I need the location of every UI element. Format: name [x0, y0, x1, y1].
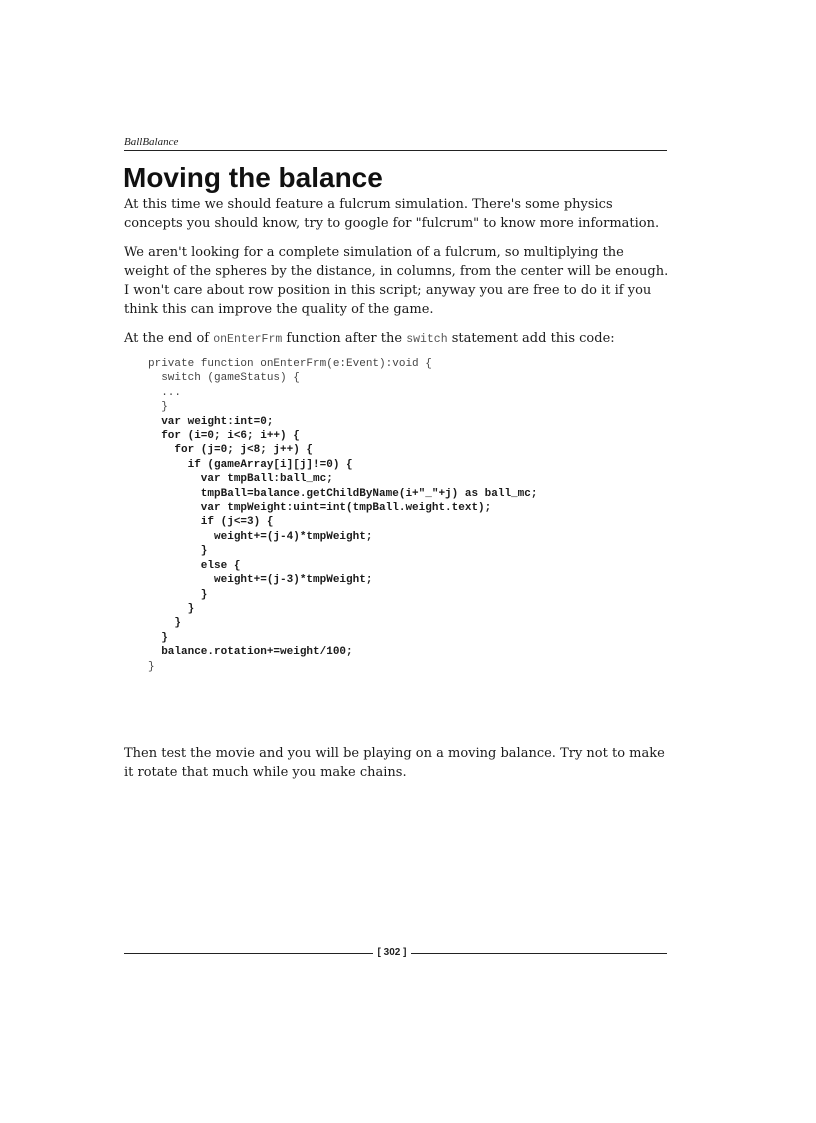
- code-line: weight+=(j-3)*tmpWeight;: [148, 574, 373, 587]
- page-number: [ 302 ]: [377, 947, 407, 958]
- instruction-text-middle: function after the: [282, 331, 407, 346]
- code-line: }: [148, 631, 168, 644]
- code-line: weight+=(j-4)*tmpWeight;: [148, 530, 373, 543]
- code-line: if (j<=3) {: [148, 516, 274, 529]
- running-head: BallBalance: [124, 136, 179, 148]
- header-rule: [124, 150, 667, 151]
- code-line: balance.rotation+=weight/100;: [148, 646, 353, 659]
- code-block: [148, 357, 537, 674]
- code-line: }: [148, 602, 195, 615]
- code-line: ...: [148, 386, 182, 399]
- paragraph-conclusion: Then test the movie and you will be playing on a moving balance. Try not to make it rotate that much while you make chains.: [124, 746, 665, 780]
- code-line: }: [148, 401, 168, 414]
- code-line: }: [148, 660, 155, 673]
- footer-rule-left: [124, 953, 373, 954]
- code-line: var tmpWeight:uint=int(tmpBall.weight.text);: [148, 502, 492, 515]
- code-line: var weight:int=0;: [148, 415, 274, 428]
- code-line: }: [148, 545, 208, 558]
- code-line: var tmpBall:ball_mc;: [148, 473, 333, 486]
- paragraph-instruction: [124, 329, 672, 349]
- code-line: tmpBall=balance.getChildByName(i+"_"+j) as ball_mc;: [148, 487, 538, 500]
- inline-code-function: onEnterFrm: [213, 333, 283, 346]
- instruction-text-before: At the end of: [124, 331, 214, 346]
- instruction-text-after: statement add this code:: [447, 331, 615, 346]
- code-line: private function onEnterFrm(e:Event):void {: [148, 358, 432, 370]
- paragraph-intro: At this time we should feature a fulcrum simulation. There's some physics concepts you should know, try to google for "fulcrum" to know more information.: [124, 197, 660, 231]
- code-line: }: [148, 588, 208, 601]
- code-line: for (j=0; j<8; j++) {: [148, 444, 314, 457]
- code-line: switch (gameStatus) {: [148, 372, 300, 385]
- code-line: else {: [148, 559, 241, 572]
- code-line: if (gameArray[i][j]!=0) {: [148, 458, 353, 471]
- section-title: Moving the balance: [123, 162, 383, 193]
- code-line: }: [148, 617, 182, 630]
- paragraph-simulation: We aren't looking for a complete simulation of a fulcrum, so multiplying the weight of the spheres by the distance, in columns, from the center will be enough. I won't care about row position in this script; anyway you are free to do it if you think this can improve the quality of the game.: [124, 245, 669, 317]
- footer-rule-right: [411, 953, 667, 954]
- code-line: for (i=0; i<6; i++) {: [148, 430, 300, 443]
- inline-code-switch: switch: [406, 333, 448, 346]
